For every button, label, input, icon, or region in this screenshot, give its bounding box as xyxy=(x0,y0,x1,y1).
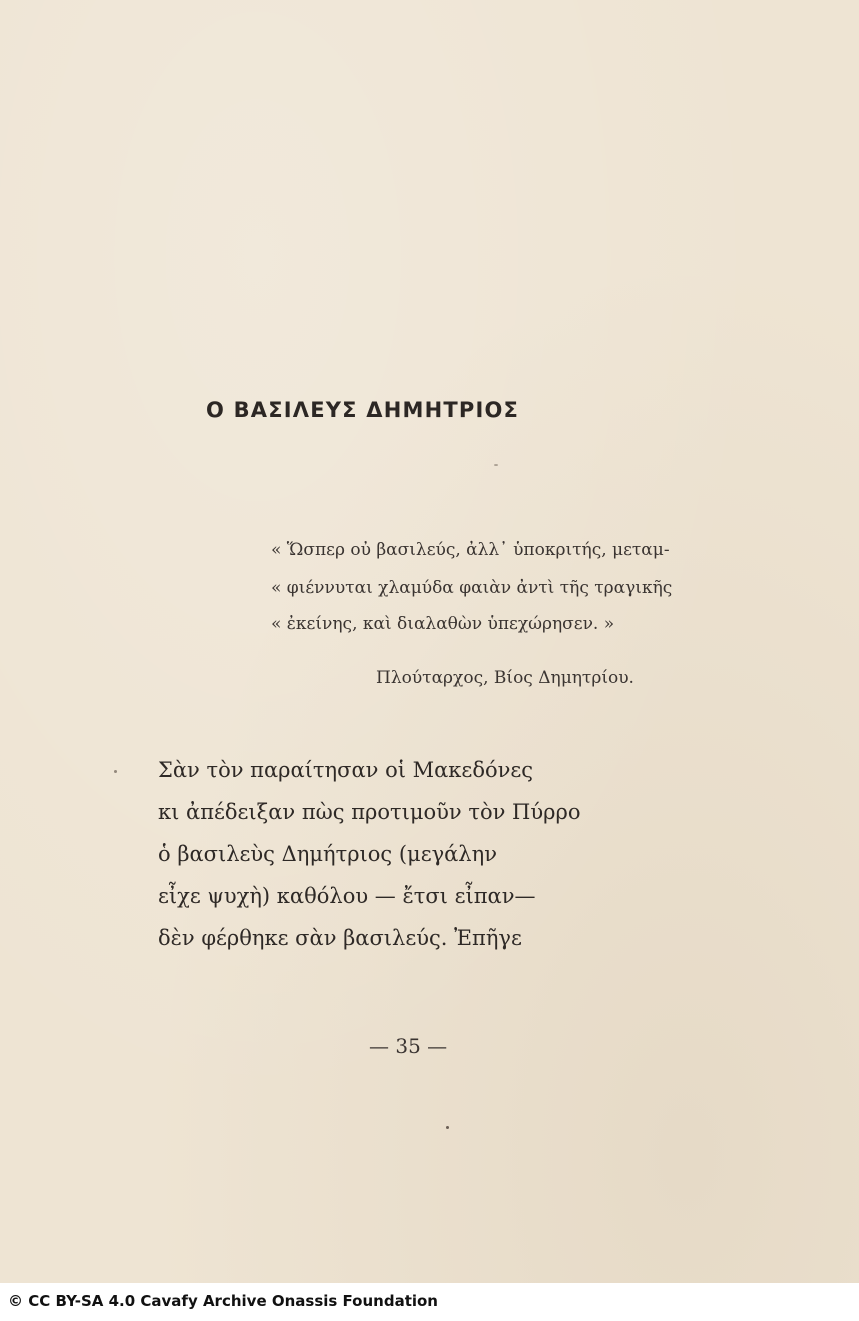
verse-line: ὁ βασιλεὺς Δημήτριος (μεγάλην xyxy=(158,842,497,866)
paper-speck xyxy=(114,770,117,773)
paper-speck xyxy=(494,464,498,466)
license-credit: © CC BY-SA 4.0 Cavafy Archive Onassis Foundation xyxy=(8,1292,438,1310)
verse-line: Σὰν τὸν παραίτησαν οἱ Μακεδόνες xyxy=(158,758,534,782)
epigraph-line: « Ὥσπερ οὐ βασιλεύς, ἀλλ᾽ ὑποκριτής, μεταμ- xyxy=(271,540,670,560)
paper-speck xyxy=(446,1126,449,1129)
verse-line: κι ἀπέδειξαν πὼς προτιμοῦν τὸν Πύρρο xyxy=(158,800,581,824)
verse-line: δὲν φέρθηκε σὰν βασιλεύς. Ἐπῆγε xyxy=(158,926,522,950)
epigraph-line: « ἐκείνης, καὶ διαλαθὼν ὑπεχώρησεν. » xyxy=(271,614,615,634)
poem-title: Ο ΒΑΣΙΛΕΥΣ ΔΗΜΗΤΡΙΟΣ xyxy=(206,398,520,422)
epigraph-line: « φιέννυται χλαμύδα φαιὰν ἀντὶ τῆς τραγικῆς xyxy=(271,578,673,598)
page-number: — 35 — xyxy=(369,1034,448,1058)
epigraph-attribution: Πλούταρχος, Βίος Δημητρίου. xyxy=(376,668,634,688)
verse-line: εἶχε ψυχὴ) καθόλου — ἔτσι εἶπαν— xyxy=(158,884,536,908)
